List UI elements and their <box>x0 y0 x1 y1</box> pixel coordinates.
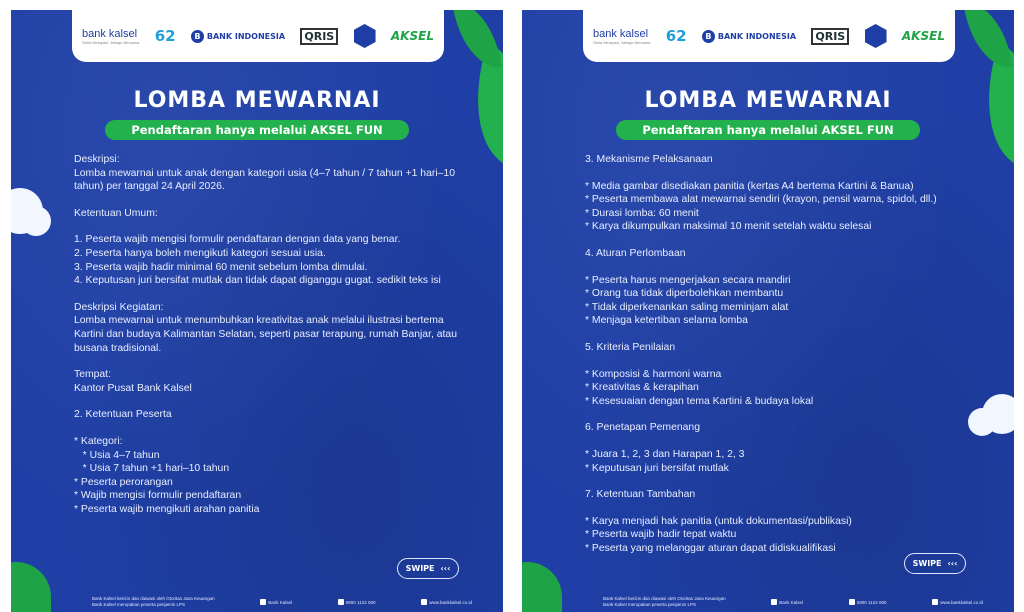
anniversary-62-logo: 62 <box>154 27 176 45</box>
line-gap <box>585 475 995 488</box>
body-line: * Peserta wajib mengikuti arahan panitia <box>74 503 260 515</box>
leaf-decoration <box>11 562 51 612</box>
body-line: * Peserta perorangan <box>74 476 173 488</box>
body-line: * Kesesuaian dengan tema Kartini & budaya lokal <box>585 395 814 407</box>
cloud-decoration <box>21 206 51 236</box>
line-gap <box>74 355 484 368</box>
swipe-button[interactable] <box>904 553 966 574</box>
body-line: 4. Aturan Perlombaan <box>585 247 686 259</box>
line-gap <box>585 261 995 274</box>
body-line: * Keputusan juri bersifat mutlak <box>585 462 729 474</box>
body-line: 4. Keputusan juri bersifat mutlak dan tidak dapat diganggu gugat. sedikit teks isi <box>74 275 441 287</box>
line-gap <box>74 194 484 207</box>
bank-kalsel-logo: bank kalsel Setia Melayani, Melaju Bersama <box>593 27 651 45</box>
qris-logo: QRIS <box>300 28 338 45</box>
swipe-label: SWIPE <box>912 559 942 568</box>
sponsor-logo-bar <box>72 10 444 62</box>
footer-disclaimer: Bank Kalsel berizin dan diawasi oleh Otoritas Jasa Keuangan <box>603 596 726 601</box>
phone-icon <box>338 599 344 605</box>
line-gap <box>585 502 995 515</box>
aksel-logo: AKSEL <box>901 29 945 43</box>
body-line: * Durasi lomba: 60 menit <box>585 207 699 219</box>
slide-right <box>522 10 1014 612</box>
globe-icon <box>421 599 427 605</box>
body-line: busana tradisional. <box>74 342 162 354</box>
footer-website[interactable]: www.bankkalsel.co.id <box>940 599 983 605</box>
body-line: * Peserta wajib hadir tepat waktu <box>585 529 737 541</box>
social-media-icon <box>771 599 777 605</box>
body-line: Lomba mewarnai untuk menumbuhkan kreativitas anak melalui ilustrasi bertema <box>74 315 444 327</box>
footer-social[interactable]: Bank Kalsel <box>779 599 804 605</box>
bank-indonesia-logo: B BANK INDONESIA <box>191 30 285 43</box>
line-gap <box>74 395 484 408</box>
body-line: Lomba mewarnai untuk anak dengan kategori usia (4–7 tahun / 7 tahun +1 hari–10 <box>74 167 455 179</box>
shield-logo-icon <box>354 24 376 48</box>
line-gap <box>74 422 484 435</box>
body-line: Kartini dan budaya Kalimantan Selatan, seperti pasar terapung, rumah Banjar, atau <box>74 328 457 340</box>
aksel-logo: AKSEL <box>390 29 434 43</box>
body-line: * Media gambar disediakan panitia (kertas A4 bertema Kartini & Banua) <box>585 180 914 192</box>
slide-left <box>11 10 503 612</box>
body-line: 3. Peserta wajib hadir minimal 60 menit sebelum lomba dimulai. <box>74 261 368 273</box>
registration-banner: Pendaftaran hanya melalui AKSEL FUN <box>105 120 409 140</box>
page-title: LOMBA MEWARNAI <box>133 88 381 113</box>
body-line: Kantor Pusat Bank Kalsel <box>74 382 192 394</box>
leaf-decoration <box>522 562 562 612</box>
swipe-label: SWIPE <box>405 564 435 573</box>
body-line: 3. Mekanisme Pelaksanaan <box>585 154 713 165</box>
body-line: 1. Peserta wajib mengisi formulir pendaftaran dengan data yang benar. <box>74 234 401 246</box>
body-line: * Juara 1, 2, 3 dan Harapan 1, 2, 3 <box>585 448 745 460</box>
globe-icon <box>932 599 938 605</box>
social-media-icon <box>260 599 266 605</box>
body-line: 6. Penetapan Pemenang <box>585 422 700 434</box>
anniversary-62-logo: 62 <box>665 27 687 45</box>
body-line: * Menjaga ketertiban selama lomba <box>585 315 748 327</box>
footer-phone[interactable]: 0800 1122 000 <box>345 599 376 605</box>
body-line: Ketentuan Umum: <box>74 207 158 219</box>
body-line: * Kategori: <box>74 435 123 447</box>
registration-banner: Pendaftaran hanya melalui AKSEL FUN <box>616 120 920 140</box>
footer-disclaimer: Bank Kalsel merupakan peserta penjamin LPS <box>92 602 186 607</box>
body-line: * Peserta harus mengerjakan secara mandiri <box>585 274 791 286</box>
body-line: * Usia 4–7 tahun <box>74 449 160 461</box>
triple-chevron-left-icon: ‹‹‹ <box>947 559 958 568</box>
slide-body-text <box>74 153 484 516</box>
triple-chevron-left-icon: ‹‹‹ <box>440 564 451 573</box>
body-line: * Peserta yang melanggar aturan dapat didiskualifikasi <box>585 542 836 554</box>
line-gap <box>585 167 995 180</box>
line-gap <box>74 220 484 233</box>
body-line: * Komposisi & harmoni warna <box>585 368 722 380</box>
body-line: Deskripsi Kegiatan: <box>74 301 164 313</box>
body-line: * Orang tua tidak diperbolehkan membantu <box>585 288 784 300</box>
footer-phone[interactable]: 0800 1122 000 <box>856 599 887 605</box>
page-title: LOMBA MEWARNAI <box>644 88 892 113</box>
body-line: * Karya dikumpulkan maksimal 10 menit setelah waktu selesai <box>585 221 872 233</box>
body-line: * Karya menjadi hak panitia (untuk dokumentasi/publikasi) <box>585 515 852 527</box>
body-line: * Peserta membawa alat mewarnai sendiri (krayon, pensil warna, spidol, dll.) <box>585 194 937 206</box>
footer <box>92 596 472 608</box>
qris-logo: QRIS <box>811 28 849 45</box>
body-line: * Usia 7 tahun +1 hari–10 tahun <box>74 463 230 475</box>
body-line: 2. Ketentuan Peserta <box>74 409 172 421</box>
body-line: * Tidak diperkenankan saling meminjam alat <box>585 301 789 313</box>
bank-kalsel-logo: bank kalsel Setia Melayani, Melaju Bersama <box>82 27 140 45</box>
line-gap <box>585 408 995 421</box>
leaf-decoration <box>452 10 501 72</box>
phone-icon <box>849 599 855 605</box>
body-line: 2. Peserta hanya boleh mengikuti kategori sesuai usia. <box>74 247 326 259</box>
shield-logo-icon <box>865 24 887 48</box>
footer-social[interactable]: Bank Kalsel <box>268 599 293 605</box>
line-gap <box>585 355 995 368</box>
line-gap <box>74 288 484 301</box>
body-line: Deskripsi: <box>74 154 120 165</box>
leaf-decoration <box>963 10 1012 72</box>
body-line: tahun) per tanggal 24 April 2026. <box>74 181 225 193</box>
sponsor-logo-bar <box>583 10 955 62</box>
slide-body-text <box>585 153 995 555</box>
body-line: Tempat: <box>74 369 111 381</box>
body-line: 5. Kriteria Penilaian <box>585 341 676 353</box>
line-gap <box>585 328 995 341</box>
line-gap <box>585 435 995 448</box>
bank-indonesia-logo: B BANK INDONESIA <box>702 30 796 43</box>
footer <box>603 596 983 608</box>
line-gap <box>585 234 995 247</box>
body-line: * Wajib mengisi formulir pendaftaran <box>74 490 242 502</box>
swipe-button[interactable] <box>397 558 459 579</box>
footer-disclaimer: Bank Kalsel berizin dan diawasi oleh Otoritas Jasa Keuangan <box>92 596 215 601</box>
footer-website[interactable]: www.bankkalsel.co.id <box>429 599 472 605</box>
body-line: * Kreativitas & kerapihan <box>585 382 699 394</box>
footer-disclaimer: Bank Kalsel merupakan peserta penjamin LPS <box>603 602 697 607</box>
body-line: 7. Ketentuan Tambahan <box>585 489 696 501</box>
